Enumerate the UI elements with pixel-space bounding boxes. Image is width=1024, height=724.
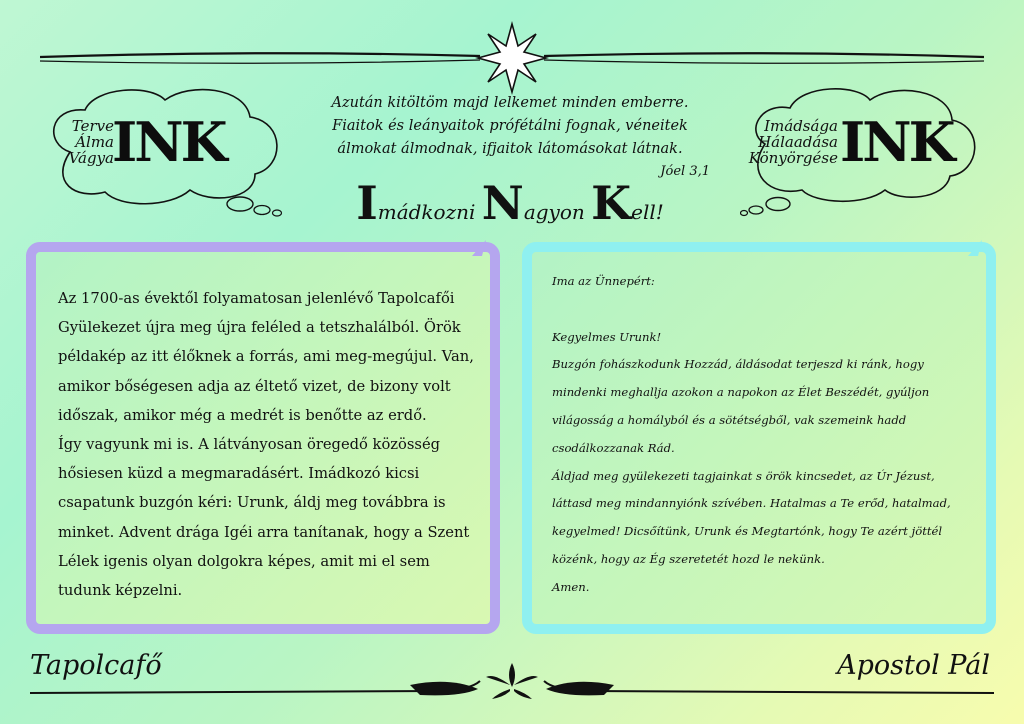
footer-location: Tapolcafő (30, 650, 162, 681)
cloud-right-words (746, 118, 838, 166)
verse-line: Azután kitöltöm majd lelkemet minden emberre. (331, 95, 689, 111)
cloud-left-word: Álma (75, 133, 114, 151)
verse-line: Fiaitok és leányaitok prófétálni fognak, véneitek (332, 118, 688, 134)
motto-initial: K (591, 176, 632, 230)
speech-tail-icon (472, 238, 490, 256)
prayer-panel (522, 242, 996, 634)
community-panel (26, 242, 500, 634)
cloud-left-word: Terve (71, 117, 114, 135)
motto-initial: N (481, 176, 524, 230)
prayer-spacer (552, 296, 976, 324)
motto-initial: I (356, 176, 378, 230)
motto-word: mádkozni (377, 200, 476, 224)
prayer-paragraph: Buzgón fohászkodunk Hozzád, áldásodat terjeszd ki ránk, hogy mindenki meghallja azokon a napokon az Élet Beszédét, gyúljon világosság a homályból és a sötétségből, vak szemeink hadd csodálkozzanak Rád. (552, 357, 930, 455)
cloud-left-words (50, 118, 114, 166)
motto-word: ell! (631, 200, 664, 224)
speech-tail-icon (968, 238, 986, 256)
cloud-left-word: Vágya (68, 149, 114, 167)
leaf-ornament-icon (486, 663, 538, 699)
thought-cloud-left (40, 82, 285, 217)
prayer-title: Ima az Ünnepért: (552, 274, 655, 288)
star-icon (478, 24, 546, 92)
verse-line: álmokat álmodnak, ifjaitok látomásokat látnak. (337, 141, 683, 157)
cloud-right-word: Könyörgése (748, 149, 838, 167)
motto-title (300, 176, 720, 230)
cloud-left-ink: INK (112, 110, 225, 174)
thought-cloud-right (740, 82, 985, 217)
community-text (58, 284, 478, 605)
prayer-closing: Amen. (552, 579, 590, 594)
bible-verse (300, 92, 720, 161)
prayer-paragraph: Áldjad meg gyülekezeti tagjainkat s örök kincsedet, az Úr Jézust, láttasd meg mindannyiónk szívében. Hatalmas a Te erőd, hatalmad, kegyelmed! Dicsőítünk, Urunk és Megtartónk, hogy Te azért jöttél közénk, hogy az Ég szeretetét hozd le nekünk. (552, 468, 951, 566)
prayer-text (552, 268, 976, 602)
cloud-right-word: Hálaadása (758, 133, 838, 151)
footer-name: Apostol Pál (837, 650, 990, 681)
community-paragraph: Így vagyunk mi is. A látványosan öregedő közösség hősiesen küzd a megmaradásért. Imádkozó kicsi csapatunk buzgón kéri: Urunk, áldj meg továbbra is minket. Advent drága Igéi arra tanítanak, hogy a Szent Lélek igenis olyan dolgokra képes, amit mi el sem tudunk képzelni. (58, 436, 470, 600)
prayer-salutation: Kegyelmes Urunk! (552, 329, 662, 344)
community-paragraph: Az 1700-as évektől folyamatosan jelenlévő Tapolcafői Gyülekezet újra meg újra feléled a tetszhalálból. Örök példakép az itt élőknek a forrás, ami meg-megújul. Van, amikor bőségesen adja az éltető vizet, de bizony volt időszak, amikor még a medrét is benőtte az erdő. (58, 290, 474, 424)
verse-reference: Jóel 3,1 (660, 164, 710, 179)
cloud-right-word: Imádsága (764, 117, 838, 135)
motto-word: agyon (523, 200, 585, 224)
cloud-right-ink: INK (840, 110, 953, 174)
